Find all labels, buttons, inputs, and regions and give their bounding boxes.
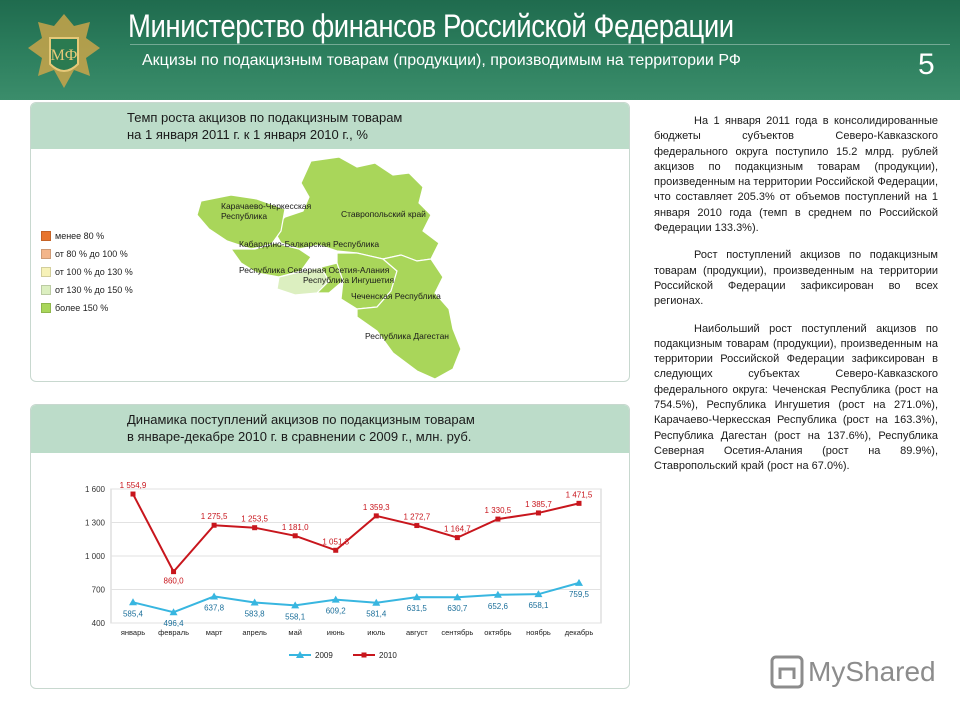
data-point-2010 xyxy=(252,525,257,530)
x-tick-label: август xyxy=(405,628,428,637)
y-tick-label: 1 600 xyxy=(84,485,105,494)
data-label-2010: 1 164,7 xyxy=(444,524,471,534)
label-dagestan: Республика Дагестан xyxy=(365,331,450,341)
svg-text:МФ: МФ xyxy=(50,47,78,64)
paragraph-3: Наибольший рост поступлений акцизов по подакцизным товарам (продукции), произведенным на территории Российской Федерации зафиксирован в следующих субъектах Северо-Кавказского федерального округа: Чеченская Республика (рост на 754.5%), Республика Ингушетия (рост на 271.0%), Карачаево-Черкесская Республика (рост на 163.3%), Республика Дагестан (рост на 137.6%), Республика Северная Осетия-Алания (рост на 89.9%), Ставропольский край (рост на 67.0%). xyxy=(654,322,938,473)
data-point-2010 xyxy=(455,535,460,540)
map-title-line2: на 1 января 2011 г. к 1 января 2010 г., % xyxy=(127,127,368,142)
north-caucasus-map xyxy=(161,153,481,381)
data-point-2010 xyxy=(495,517,500,522)
map-panel xyxy=(30,102,630,382)
data-label-2010: 1 330,5 xyxy=(484,506,512,516)
x-tick-label: декабрь xyxy=(564,628,594,637)
legend-label: от 80 % до 100 % xyxy=(55,249,128,259)
chart-title-line2: в январе-декабре 2010 г. в сравнении с 2009 г., млн. руб. xyxy=(127,429,472,444)
x-tick-label: март xyxy=(205,628,223,637)
watermark xyxy=(770,655,936,689)
ministry-emblem-icon xyxy=(20,8,108,96)
data-point-2010 xyxy=(212,523,217,528)
legend-marker-2010 xyxy=(362,653,367,658)
data-label-2010: 1 359,3 xyxy=(362,502,390,512)
y-tick-label: 700 xyxy=(91,585,105,595)
y-tick-label: 400 xyxy=(91,619,105,628)
x-tick-label: январь xyxy=(120,628,146,637)
myshared-logo-icon xyxy=(770,655,804,689)
legend-swatch xyxy=(41,231,51,241)
paragraph-1: На 1 января 2011 года в консолидированные бюджеты субъектов Северо-Кавказского федерального округа поступило 15.2 млрд. рублей акцизов по подакцизным товарам (продукции), произведенным на территории Российской Федерации, что составляет 205.3% от объемов поступлений на 1 января 2010 года (темп в среднем по Российской Федерации 133.3%). xyxy=(654,115,939,235)
data-label-2010: 1 253,5 xyxy=(241,514,268,524)
data-label-2009: 637,8 xyxy=(204,603,225,613)
data-label-2009: 583,8 xyxy=(244,609,265,619)
x-tick-label: июль xyxy=(367,628,386,637)
legend-swatch xyxy=(41,303,51,313)
data-label-2009: 658,1 xyxy=(528,601,549,611)
x-tick-label: июнь xyxy=(326,628,345,637)
data-label-2009: 759,5 xyxy=(568,589,590,599)
legend-label: от 100 % до 130 % xyxy=(55,267,133,277)
data-label-2010: 1 385,7 xyxy=(525,499,552,509)
data-label-2009: 630,7 xyxy=(447,604,468,614)
data-point-2010 xyxy=(171,569,176,574)
x-tick-label: октябрь xyxy=(484,628,512,637)
label-kchr: Карачаево-Черкесская xyxy=(221,201,312,211)
data-label-2009: 581,4 xyxy=(366,609,387,619)
chart-title-line1: Динамика поступлений акцизов по подакцизным товарам xyxy=(127,412,475,427)
x-tick-label: февраль xyxy=(158,628,190,637)
map-title-line1: Темп роста акцизов по подакцизным товарам xyxy=(127,110,403,125)
label-kbr: Кабардино-Балкарская Республика xyxy=(239,239,380,249)
legend-item xyxy=(41,299,133,317)
x-tick-label: май xyxy=(288,628,302,637)
ministry-title: Министерство финансов Российской Федерации xyxy=(128,8,734,44)
paragraph-2: Рост поступлений акцизов по подакцизным товарам (продукции), произведенным на территории Российской Федерации зафиксирован во всех регионах. xyxy=(654,249,938,308)
data-label-2009: 609,2 xyxy=(325,606,346,616)
chart-panel xyxy=(30,404,630,689)
map-legend xyxy=(41,227,133,317)
x-tick-label: ноябрь xyxy=(526,628,551,637)
legend-label-2010: 2010 xyxy=(379,651,397,660)
data-label-2009: 631,5 xyxy=(406,604,427,614)
label-kchr-2: Республика xyxy=(221,211,268,221)
data-label-2009: 558,1 xyxy=(285,612,306,622)
data-label-2009: 585,4 xyxy=(122,609,144,619)
legend-item xyxy=(41,281,133,299)
data-point-2010 xyxy=(131,492,136,497)
slide-subtitle: Акцизы по подакцизным товарам (продукции), производимым на территории РФ xyxy=(142,52,741,69)
label-chechnya: Чеченская Республика xyxy=(351,291,441,301)
legend-swatch xyxy=(41,249,51,259)
y-tick-label: 1 300 xyxy=(84,518,105,528)
legend-swatch xyxy=(41,285,51,295)
header-banner xyxy=(0,0,960,100)
series-line-2009 xyxy=(133,583,579,612)
map-panel-header xyxy=(31,103,629,149)
label-north-ossetia: Республика Северная Осетия-Алания xyxy=(239,265,390,275)
data-point-2009 xyxy=(129,598,137,605)
data-point-2010 xyxy=(333,548,338,553)
chart-panel-title xyxy=(127,411,475,445)
page-number: 5 xyxy=(918,48,935,81)
legend-label-2009: 2009 xyxy=(315,651,333,660)
map-panel-title xyxy=(127,109,402,143)
data-label-2010: 1 181,0 xyxy=(281,522,309,532)
x-tick-label: апрель xyxy=(242,628,267,637)
y-tick-label: 1 000 xyxy=(84,552,105,561)
legend-item xyxy=(41,245,133,263)
label-stavropol: Ставропольский край xyxy=(341,209,426,219)
data-label-2010: 1 554,9 xyxy=(119,481,147,491)
data-point-2010 xyxy=(577,501,582,506)
description-text xyxy=(654,114,938,487)
data-label-2010: 1 051,3 xyxy=(322,537,350,547)
chart-panel-header xyxy=(31,405,629,453)
data-label-2010: 1 272,7 xyxy=(403,512,431,522)
legend-item xyxy=(41,227,133,245)
data-point-2009 xyxy=(575,579,583,586)
data-label-2009: 496,4 xyxy=(163,619,184,629)
legend-label: более 150 % xyxy=(55,303,109,313)
series-line-2010 xyxy=(133,494,579,572)
data-point-2010 xyxy=(293,533,298,538)
data-point-2010 xyxy=(374,513,379,518)
watermark-text: MyShared xyxy=(808,656,936,687)
excise-line-chart xyxy=(31,453,629,688)
label-ingushetia: Республика Ингушетия xyxy=(303,275,395,285)
data-label-2010: 1 275,5 xyxy=(200,512,228,522)
data-label-2010: 1 471,5 xyxy=(565,490,593,500)
data-point-2010 xyxy=(536,510,541,515)
data-point-2010 xyxy=(414,523,419,528)
legend-swatch xyxy=(41,267,51,277)
x-tick-label: сентябрь xyxy=(441,628,474,637)
data-label-2010: 860,0 xyxy=(163,576,184,586)
legend-item xyxy=(41,263,133,281)
data-label-2009: 652,6 xyxy=(487,601,508,611)
legend-label: менее 80 % xyxy=(55,231,105,241)
legend-label: от 130 % до 150 % xyxy=(55,285,133,295)
